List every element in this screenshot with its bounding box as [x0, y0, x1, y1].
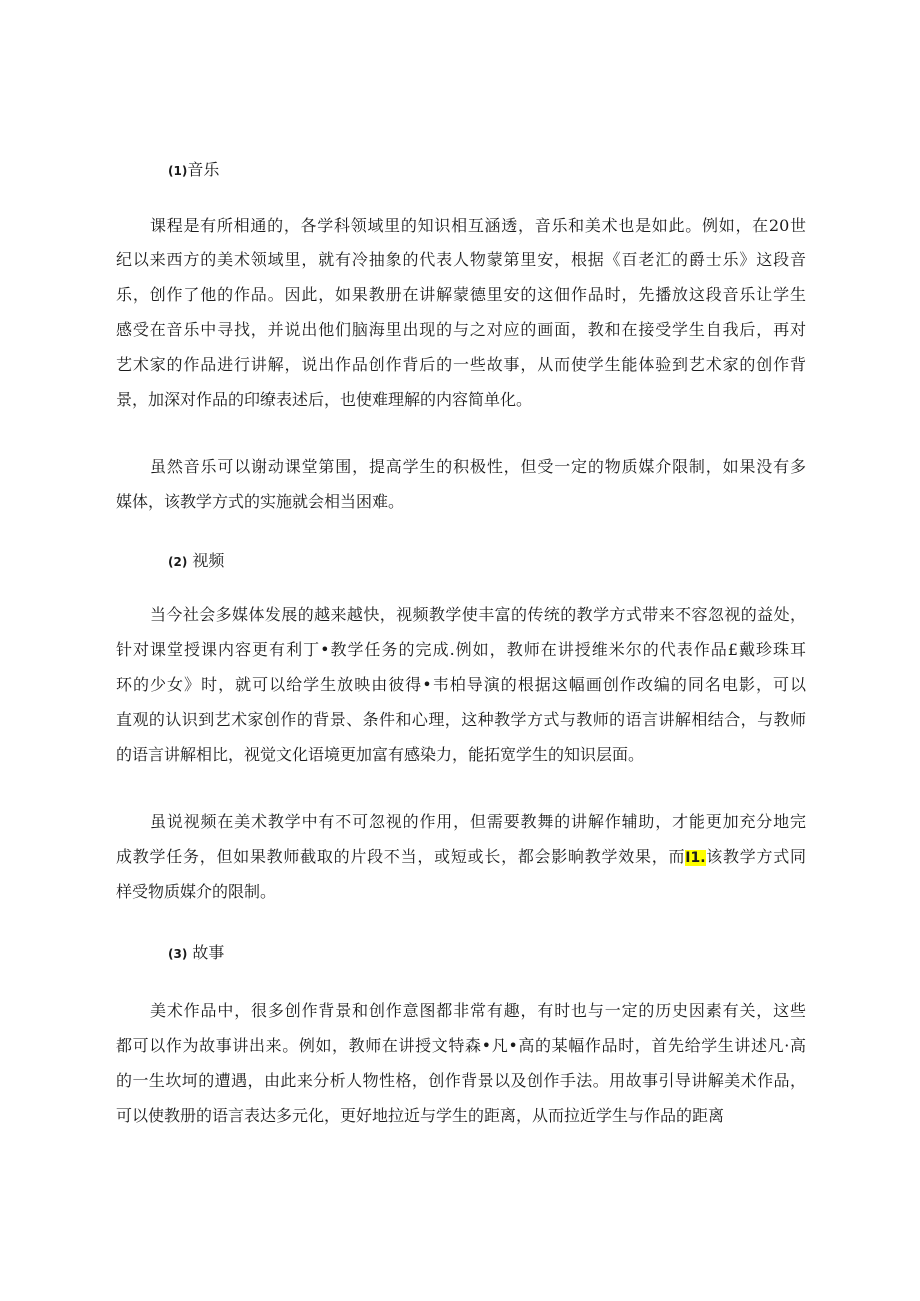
paragraph-line: 美术作品中，很多创作背景和创作意图都非常有趣，有时也与一定的历史因素有关，这些: [150, 1001, 806, 1020]
paragraph-line: 针对课堂授课内容更有利丁•教学任务的完成.例如，教师在讲授维米尔的代表作品£戴珍珠耳: [116, 640, 806, 659]
paragraph-line: 可以使教册的语言表达多元化，更好地拉近与学生的距离，从而拉近学生与作品的距离: [116, 1106, 725, 1125]
section-title: 故事: [192, 943, 225, 962]
paragraph-line-with-highlight: [116, 847, 806, 868]
paragraph-line: 的一生坎坷的遭遇，由此来分析人物性格，创作背景以及创作手法。用故事引导讲解美术作品，: [116, 1071, 806, 1090]
paragraph-line: 课程是有所相通的，各学科领域里的知识相互涵透，音乐和美术也是如此。例如，在20世: [150, 216, 806, 235]
paragraph-line: 直观的认识到艺术家创作的背景、条件和心理，这种教学方式与教师的语言讲解相结合，与教师: [116, 710, 806, 729]
line-text: 成教学任务，但如果教师截取的片段不当，或短或长，都会影晌教学效果，而: [116, 847, 686, 866]
paragraph-line: 样受物质媒介的限制。: [116, 882, 277, 901]
paragraph-line: 都可以作为故事讲出来。例如，教师在讲授文特森•凡•高的某幅作品时，首先给学生讲述凡·高: [116, 1036, 806, 1055]
highlighted-text: I1.: [685, 850, 706, 866]
section-title: 视频: [192, 551, 225, 570]
paragraph-line: 的语言讲解相比，视觉文化语境更加富有感染力，能拓宽学生的知识层面。: [116, 745, 645, 764]
paragraph-line: 虽说视频在美术教学中有不可忽视的作用，但需要教舞的讲解作辅助，才能更加充分地完: [150, 812, 806, 831]
paragraph-line: 当今社会多媒体发展的越来越快，视频教学使丰富的传统的教学方式带来不容忽视的益处，: [150, 605, 806, 624]
section-number: (3): [168, 947, 188, 961]
paragraph-line: 景，加深对作品的印缭表述后，也使难理解的内容简单化。: [116, 390, 533, 409]
paragraph-line: 乐，创作了他的作品。因此，如果教册在讲解蒙德里安的这佃作品时，先播放这段音乐让学生: [116, 285, 806, 304]
section-title: 音乐: [187, 160, 220, 179]
paragraph-line: 艺术家的作品进行讲解，说出作品创作背后的一些故事，从而使学生能体验到艺术家的创作背: [116, 355, 806, 374]
paragraph-line: 环的少女》时，就可以给学生放映由彼得•韦柏导演的根据这幅画创作改编的同名电影，可以: [116, 675, 806, 694]
paragraph-line: 虽然音乐可以谢动课堂第围，提高学生的积极性，但受一定的物质媒介限制，如果没有多: [150, 457, 806, 476]
paragraph-line: 纪以来西方的美术领域里，就有冷抽象的代表人物蒙第里安，根据《百老汇的爵士乐》这段音: [116, 250, 806, 269]
section-heading-story: [168, 943, 224, 964]
line-text: 该教学方式同: [705, 847, 806, 866]
section-number: (2): [168, 555, 188, 569]
paragraph-line: 感受在音乐中寻找，并说出他们脑海里出现的与之对应的画面，教和在接受学生自我后，再对: [116, 320, 806, 339]
section-heading-video: [168, 551, 224, 572]
paragraph-line: 媒体，该教学方式的实施就会相当困难。: [116, 492, 405, 511]
section-number: (1): [168, 164, 188, 178]
section-heading-music: [168, 160, 219, 181]
